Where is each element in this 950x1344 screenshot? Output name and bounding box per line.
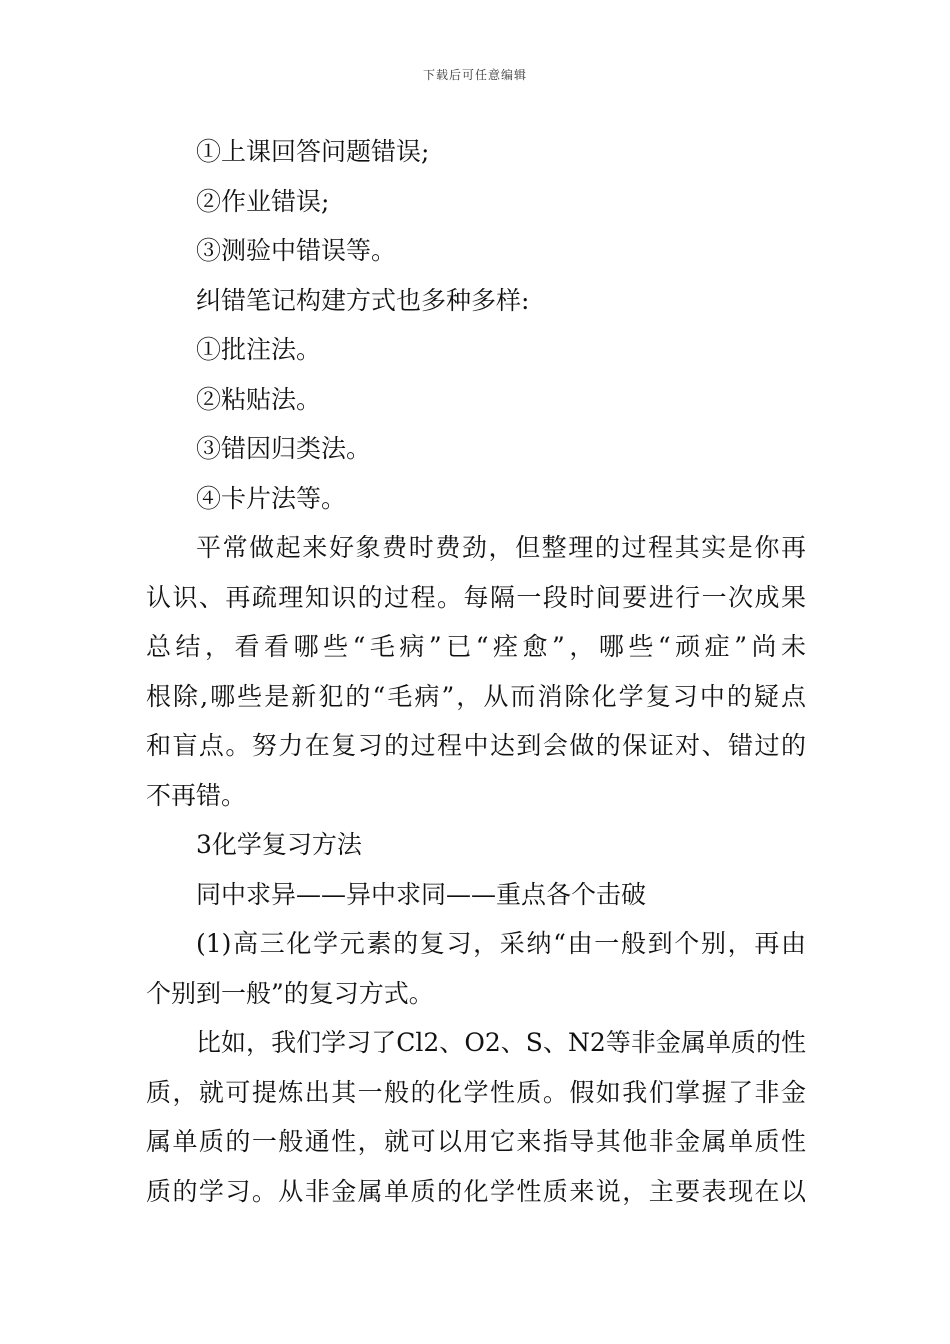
text-line: 根除,哪些是新犯的“毛病”，从而消除化学复习中的疑点	[146, 681, 806, 711]
text-line: 属单质的一般通性，就可以用它来指导其他非金属单质性	[146, 1127, 806, 1156]
text-line: ②作业错误;	[196, 186, 330, 216]
text-line: 比如，我们学习了Cl2、O2、S、N2等非金属单质的性	[196, 1028, 806, 1057]
text-line: ①批注法。	[196, 335, 322, 364]
text-line: 总结，看看哪些“毛病”已“痊愈”，哪些“顽症”尚未	[146, 632, 806, 661]
text-line: ①上课回答问题错误;	[196, 137, 430, 166]
text-line: 认识、再疏理知识的过程。每隔一段时间要进行一次成果	[146, 582, 806, 612]
text-line: 质的学习。从非金属单质的化学性质来说，主要表现在以	[146, 1176, 806, 1206]
text-line: 质，就可提炼出其一般的化学性质。假如我们掌握了非金	[146, 1077, 806, 1107]
text-line: ②粘贴法。	[196, 384, 322, 414]
text-line: 3化学复习方法	[196, 830, 362, 859]
text-line: ④卡片法等。	[196, 483, 347, 513]
text-line: 不再错。	[146, 780, 247, 810]
page-header: 下载后可任意编辑	[422, 68, 527, 82]
text-line: 和盲点。努力在复习的过程中达到会做的保证对、错过的	[146, 731, 806, 760]
document-body	[146, 127, 806, 1216]
text-line: ③测验中错误等。	[196, 236, 397, 265]
text-line: 个别到一般”的复习方式。	[146, 978, 434, 1008]
text-line: 同中求异——异中求同——重点各个击破	[196, 879, 647, 909]
text-line: 平常做起来好象费时费劲，但整理的过程其实是你再	[196, 533, 806, 562]
text-line: 纠错笔记构建方式也多种多样:	[196, 285, 530, 315]
text-line: ③错因归类法。	[196, 434, 372, 463]
text-line: (1)高三化学元素的复习，采纳“由一般到个别，再由	[196, 929, 806, 958]
